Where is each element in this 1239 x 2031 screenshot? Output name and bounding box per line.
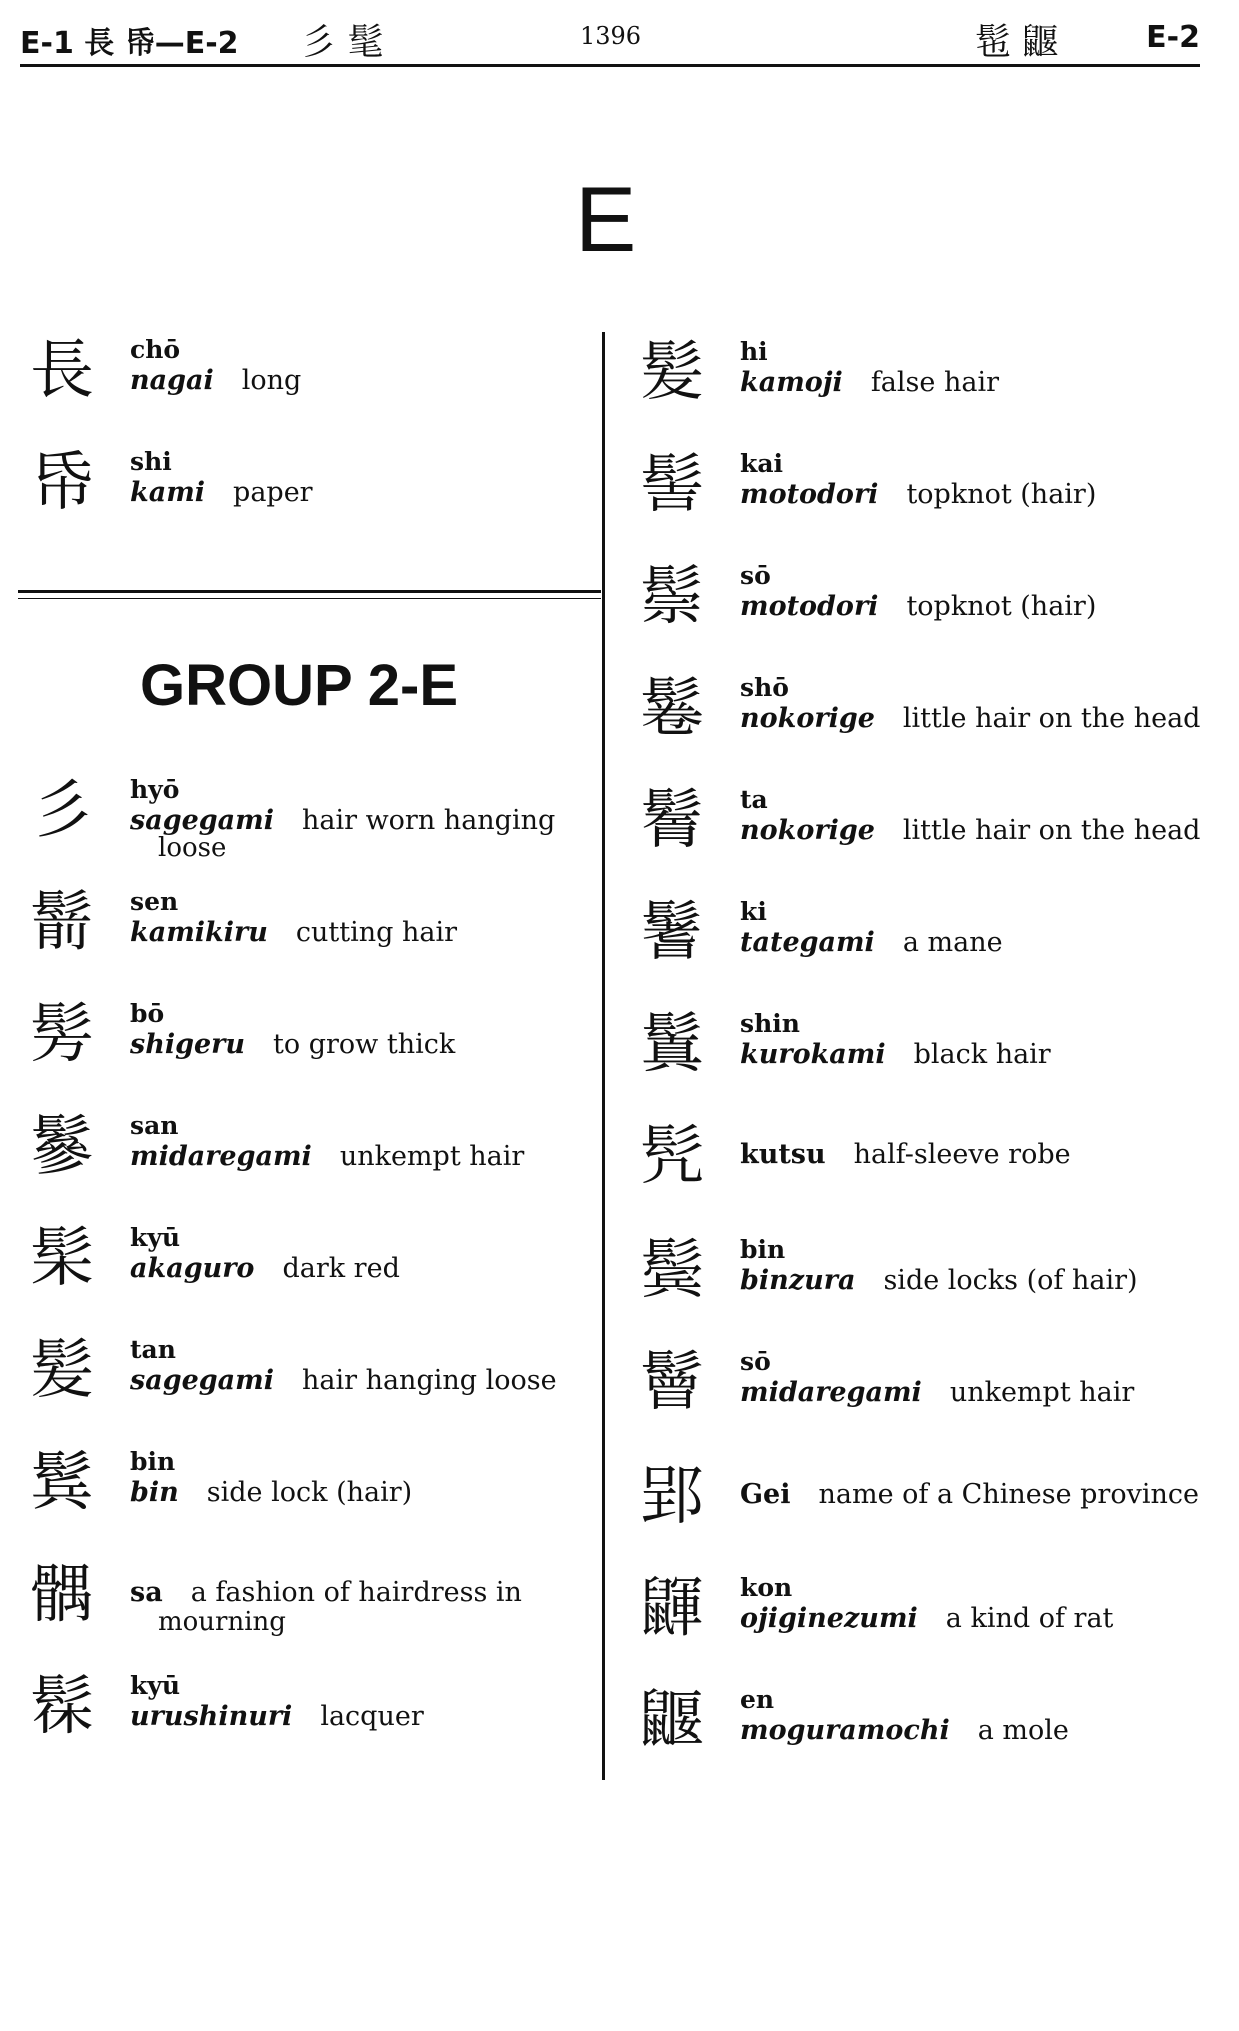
entry-reading: ta: [740, 785, 768, 814]
header-left-kanji: 彡 髦: [300, 22, 384, 63]
entry-continuation: mourning: [158, 1607, 286, 1637]
entry-word: moguramochi: [740, 1715, 950, 1746]
entry-meaning: long: [241, 365, 302, 396]
entry-reading: shi: [130, 447, 172, 476]
entry-reading: kai: [740, 449, 784, 478]
entry-kanji: 髪: [640, 336, 704, 410]
entry-kanji: 長: [30, 334, 94, 408]
entry-word: shigeru: [130, 1029, 246, 1060]
entry-meaning: topknot (hair): [906, 591, 1097, 622]
entry-line: [130, 1030, 455, 1060]
entry-meaning: unkempt hair: [949, 1377, 1135, 1408]
entry-word: sagegami: [130, 1365, 274, 1396]
entry-reading: bō: [130, 999, 165, 1028]
entry-line: [740, 1480, 1199, 1510]
entry-kanji: 鬖: [30, 1110, 94, 1184]
column-divider: [602, 332, 605, 1780]
entry-meaning: to grow thick: [273, 1029, 456, 1060]
entry-word: motodori: [740, 479, 879, 510]
entry-line: [740, 1604, 1113, 1634]
entry-reading: sen: [130, 887, 179, 916]
entry-word: midaregami: [740, 1377, 922, 1408]
entry-kanji: 鬐: [640, 896, 704, 970]
entry-word: midaregami: [130, 1141, 312, 1172]
entry-meaning: paper: [233, 477, 313, 508]
entry-kanji: 鬈: [640, 672, 704, 746]
entry-reading: hi: [740, 337, 768, 366]
entry-line: [130, 1142, 524, 1172]
entry-kanji: 鬃: [640, 560, 704, 634]
entry-meaning: hair worn hanging: [301, 805, 556, 836]
header-right-code: E-2: [1146, 20, 1200, 55]
entry-line: [130, 806, 555, 836]
entry-reading: ki: [740, 897, 767, 926]
entry-word: nokorige: [740, 703, 875, 734]
entry-meaning: a mole: [977, 1715, 1069, 1746]
entry-meaning: false hair: [870, 367, 999, 398]
entry-meaning: hair hanging loose: [301, 1365, 557, 1396]
entry-word: urushinuri: [130, 1701, 293, 1732]
entry-kanji: 髠: [640, 1120, 704, 1194]
entry-word: sagegami: [130, 805, 274, 836]
entry-continuation: loose: [158, 833, 227, 863]
group-rule-thin: [18, 598, 601, 599]
page-header: [20, 8, 1200, 67]
entry-meaning: a mane: [902, 927, 1003, 958]
entry-kanji: 鬙: [640, 1346, 704, 1420]
entry-line: [130, 1366, 557, 1396]
entry-word: bin: [130, 1477, 179, 1508]
header-left-code: E-1 長 帋—E-2: [20, 26, 239, 61]
page-number: 1396: [580, 22, 642, 50]
entry-reading: kon: [740, 1573, 793, 1602]
entry-reading: sō: [740, 1347, 771, 1376]
entry-meaning: a fashion of hairdress in: [190, 1577, 522, 1608]
entry-line: [130, 366, 301, 396]
entry-word: nokorige: [740, 815, 875, 846]
entry-kanji: 帋: [30, 446, 94, 520]
entry-kanji: 鬋: [30, 886, 94, 960]
entry-word: nagai: [130, 365, 214, 396]
entry-line: [740, 1140, 1071, 1170]
entry-reading: hyō: [130, 775, 180, 804]
entry-line: [740, 1378, 1134, 1408]
entry-reading: bin: [130, 1447, 176, 1476]
entry-meaning: topknot (hair): [906, 479, 1097, 510]
entry-meaning: dark red: [282, 1253, 400, 1284]
entry-kanji: 髤: [30, 1222, 94, 1296]
entry-line: [740, 1040, 1051, 1070]
entry-line: [740, 480, 1096, 510]
entry-word: akaguro: [130, 1253, 255, 1284]
entry-line: [130, 1254, 400, 1284]
entry-line: [740, 816, 1200, 846]
entry-kanji: 郢: [640, 1460, 704, 1534]
entry-line: [130, 1702, 424, 1732]
entry-meaning: a kind of rat: [945, 1603, 1114, 1634]
entry-reading: shō: [740, 673, 789, 702]
entry-reading: kutsu: [740, 1139, 826, 1170]
entry-word: tategami: [740, 927, 875, 958]
entry-meaning: side locks (of hair): [883, 1265, 1138, 1296]
entry-meaning: little hair on the head: [902, 703, 1201, 734]
entry-word: kamikiru: [130, 917, 268, 948]
group-title: GROUP 2-E: [140, 653, 459, 718]
entry-word: binzura: [740, 1265, 856, 1296]
entry-word: kamoji: [740, 367, 843, 398]
entry-meaning: name of a Chinese province: [818, 1479, 1199, 1510]
entry-meaning: black hair: [913, 1039, 1051, 1070]
entry-kanji: 髃: [30, 1558, 94, 1632]
entry-reading: san: [130, 1111, 179, 1140]
entry-kanji: 鬌: [640, 784, 704, 858]
entry-kanji: 鬓: [640, 1234, 704, 1308]
entry-kanji: 鼴: [640, 1684, 704, 1758]
entry-meaning: little hair on the head: [902, 815, 1201, 846]
entry-word: motodori: [740, 591, 879, 622]
entry-line: [740, 1266, 1138, 1296]
entry-line: [740, 928, 1003, 958]
entry-kanji: 髪: [30, 1334, 94, 1408]
entry-meaning: unkempt hair: [339, 1141, 525, 1172]
section-letter: E: [575, 169, 637, 271]
entry-word: kurokami: [740, 1039, 886, 1070]
group-rule: [18, 590, 601, 593]
entry-meaning: lacquer: [320, 1701, 424, 1732]
entry-reading: Gei: [740, 1479, 791, 1510]
entry-kanji: 鼲: [640, 1572, 704, 1646]
header-right-kanji: 髢 鼴: [975, 22, 1059, 63]
entry-reading: shin: [740, 1009, 800, 1038]
entry-line: [130, 1478, 412, 1508]
entry-line: [740, 704, 1200, 734]
entry-reading: tan: [130, 1335, 176, 1364]
entry-reading: kyū: [130, 1671, 181, 1700]
entry-line: [130, 1578, 522, 1608]
entry-kanji: 鬒: [640, 1008, 704, 1082]
entry-reading: chō: [130, 335, 181, 364]
entry-meaning: half-sleeve robe: [853, 1139, 1071, 1170]
entry-meaning: cutting hair: [295, 917, 457, 948]
entry-kanji: 髣: [30, 998, 94, 1072]
entry-reading: sa: [130, 1577, 163, 1608]
entry-line: [740, 592, 1096, 622]
entry-kanji: 鬂: [30, 1446, 94, 1520]
entry-kanji: 彡: [30, 774, 94, 848]
entry-reading: bin: [740, 1235, 786, 1264]
entry-line: [740, 368, 999, 398]
entry-line: [130, 478, 313, 508]
entry-kanji: 髹: [30, 1670, 94, 1744]
entry-word: ojiginezumi: [740, 1603, 918, 1634]
entry-reading: kyū: [130, 1223, 181, 1252]
entry-word: kami: [130, 477, 206, 508]
entry-reading: sō: [740, 561, 771, 590]
entry-reading: en: [740, 1685, 775, 1714]
entry-line: [740, 1716, 1069, 1746]
entry-meaning: side lock (hair): [206, 1477, 413, 1508]
entry-kanji: 髻: [640, 448, 704, 522]
entry-line: [130, 918, 457, 948]
